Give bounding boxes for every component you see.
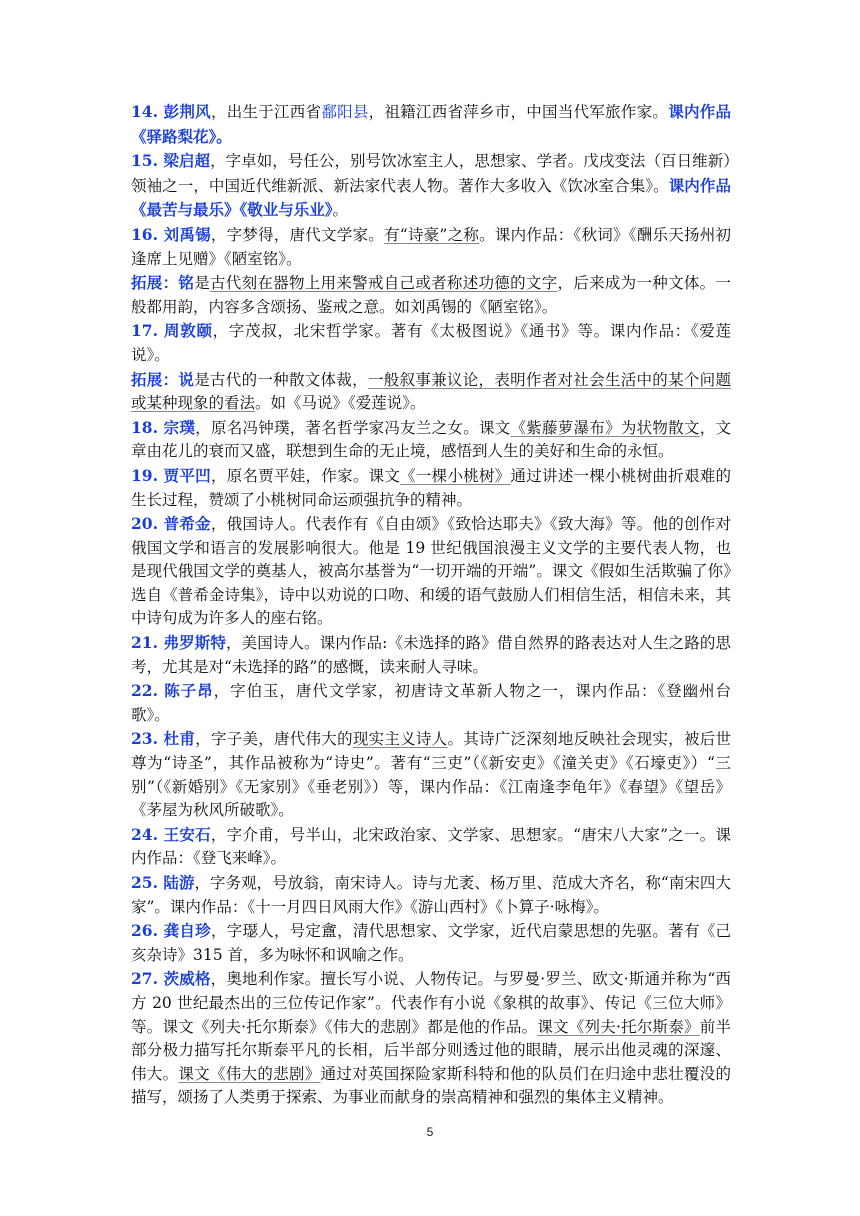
- entry-heading: 17. 周敦颐: [131, 321, 213, 341]
- entry-e26: [131, 919, 731, 967]
- entry-text: 课内作品《最苦与最乐》《敬业与乐业》: [131, 175, 731, 220]
- entry-text: 。如《马说》《爱莲说》。: [255, 394, 426, 413]
- entry-text: 。: [332, 201, 349, 220]
- entry-text: 鄱阳县: [321, 103, 369, 121]
- entry-text: 现实主义诗人: [352, 730, 448, 749]
- entry-text: 通过对英国探险家斯科特和他的队员们在归途中悲壮覆没的描写，颂扬了人类勇于探索、为事业而献身的崇高精神和强烈的集体主义精神。: [131, 1064, 731, 1107]
- entry-e21: [131, 631, 731, 679]
- entry-text: ，字子美，唐代伟大的: [195, 730, 353, 749]
- entry-text: ，字茂叔，北宋哲学家。著有《太极图说》《通书》等。课内作品：《爱莲说》。: [131, 322, 731, 364]
- entry-ext1: [131, 271, 731, 319]
- entry-text: ，奥地利作家。擅长写小说、人物传记。与罗曼·罗兰、欧文·斯通并称为“西方 20 世纪最杰出的三位传记作家”。代表作有小说《象棋的故事》、传记《三位大师》等。课文《列夫·托尔斯泰》《伟大的悲剧》都是他的作品。: [131, 970, 731, 1036]
- entry-text: ，原名贾平娃，作家。课文: [210, 466, 401, 485]
- entry-text: ，文章由花儿的衰而又盛，联想到生命的无止境，感悟到人生的美好和生命的永恒。: [131, 418, 731, 461]
- entry-e18: [131, 416, 731, 464]
- entry-text: 课文《列夫·托尔斯泰》: [537, 1017, 700, 1036]
- entry-e20: [131, 512, 731, 631]
- entry-heading: 19. 贾平凹: [131, 465, 211, 485]
- entry-e24: [131, 823, 731, 871]
- entry-text: ，字璱人，号定盦，清代思想家、文学家，近代启蒙思想的先驱。著有《己亥杂诗》315 首，多为咏怀和讽喻之作。: [131, 922, 731, 964]
- entry-text: 课文《伟大的悲剧》: [178, 1064, 321, 1083]
- entry-text: ，后来成为一种文体。一般都用韵，内容多含颂扬、鉴戒之意。如刘禹锡的《陋室铭》。: [131, 274, 731, 316]
- entry-heading: 21. 弗罗斯特: [131, 633, 226, 653]
- entry-text: 是古代的一种散文体裁，: [194, 370, 368, 389]
- entry-text: ，字卓如，号任公，别号饮冰室主人，思想家、学者。戊戌变法（百日维新）领袖之一，中国近代维新派、新法家代表人物。著作大多收入《饮冰室合集》。: [131, 152, 731, 195]
- entry-e16: [131, 223, 731, 271]
- entry-text: 通过讲述一棵小桃树曲折艰难的生长过程，赞颂了小桃树同命运顽强抗争的精神。: [131, 466, 731, 509]
- entry-heading: 20. 普希金: [131, 514, 211, 534]
- entry-text: ，字介甫，号半山，北宋政治家、文学家、思想家。“唐宋八大家”之一。课内作品：《登飞来峰》。: [131, 825, 731, 868]
- page-number: 5: [426, 1125, 434, 1139]
- entry-e15: [131, 149, 731, 223]
- entry-ext2: [131, 368, 731, 416]
- entry-text: ，字伯玉，唐代文学家，初唐诗文革新人物之一，课内作品：《登幽州台歌》。: [131, 682, 731, 724]
- entry-heading: 14. 彭荆风: [131, 102, 211, 121]
- entry-e14: [131, 100, 731, 149]
- document-body: [131, 100, 731, 1110]
- entry-e27: [131, 967, 731, 1110]
- entry-heading: 27. 茨威格: [131, 969, 211, 989]
- entry-heading: 18. 宗璞: [131, 417, 196, 437]
- entry-e25: [131, 871, 731, 919]
- entry-text: 是: [194, 274, 210, 293]
- entry-text: 古代刻在器物上用来警戒自己或者称述功德的文字: [209, 274, 558, 293]
- entry-e17: [131, 319, 731, 367]
- entry-text: 。课内作品：《秋词》《酬乐天扬州初逢席上见赠》《陋室铭》。: [131, 225, 731, 268]
- entry-text: ，原名冯钟璞，著名哲学家冯友兰之女。课文: [195, 418, 511, 437]
- entry-heading: 26. 龚自珍: [131, 921, 211, 941]
- entry-text: 《一棵小桃树》: [400, 466, 511, 485]
- entry-e23: [131, 727, 731, 822]
- entry-heading: 16. 刘禹锡: [131, 224, 211, 244]
- entry-e19: [131, 464, 731, 512]
- entry-text: ，俄国诗人。代表作有《自由颂》《致恰达耶夫》《致大海》等。他的创作对俄国文学和语言的发展影响很大。他是 19 世纪俄国浪漫主义文学的主要代表人物，也是现代俄国文学的奠基人，被高尔基誉为“一切开端的开端”。课文《假如生活欺骗了你》选自《普希金诗集》，诗中以劝说的口吻、和缓的语气鼓励人们相信生活，相信未来，其中诗句成为许多人的座右铭。: [131, 515, 731, 628]
- entry-heading: 拓展：说: [131, 369, 195, 389]
- entry-text: ，出生于江西省: [210, 103, 322, 121]
- entry-e22: [131, 679, 731, 727]
- entry-text: 前半部分极力描写托尔斯泰平凡的长相，后半部分则透过他的眼睛，展示出他灵魂的深邃、伟大。: [131, 1017, 731, 1083]
- entry-heading: 22. 陈子昂: [131, 681, 214, 701]
- entry-text: 《紫藤萝瀑布》为状物散文: [510, 418, 700, 437]
- entry-heading: 24. 王安石: [131, 824, 211, 844]
- entry-heading: 23. 杜甫: [131, 729, 196, 749]
- entry-text: 一般叙事兼议论，表明作者对社会生活中的某个问题或某种现象的看法: [131, 370, 731, 413]
- entry-text: 有“诗豪”之称: [384, 225, 480, 244]
- entry-text: ，美国诗人。课内作品:《未选择的路》借自然界的路表达对人生之路的思考，尤其是对“未选择的路”的感慨，读来耐人寻味。: [131, 634, 731, 676]
- entry-heading: 15. 梁启超: [131, 151, 211, 171]
- entry-text: ，字务观，号放翁，南宋诗人。诗与尤袤、杨万里、范成大齐名，称“南宋四大家”。课内作品：《十一月四日风雨大作》《游山西村》《卜算子·咏梅》。: [131, 874, 731, 916]
- entry-text: 。其诗广泛深刻地反映社会现实，被后世尊为“诗圣”，其作品被称为“诗史”。著有“三吏”（《新安吏》《潼关吏》《石壕吏》）“三别”（《新婚别》《无家别》《垂老别》）等，课内作品：《江南逢李龟年》《春望》《望岳》《茅屋为秋风所破歌》。: [131, 730, 731, 820]
- entry-heading: 25. 陆游: [131, 873, 195, 892]
- entry-text: ，字梦得，唐代文学家。: [210, 225, 385, 244]
- entry-text: ，祖籍江西省萍乡市，中国当代军旅作家。: [368, 103, 669, 121]
- entry-text: 课内作品《驿路梨花》。: [131, 102, 731, 146]
- entry-heading: 拓展：铭: [131, 273, 195, 293]
